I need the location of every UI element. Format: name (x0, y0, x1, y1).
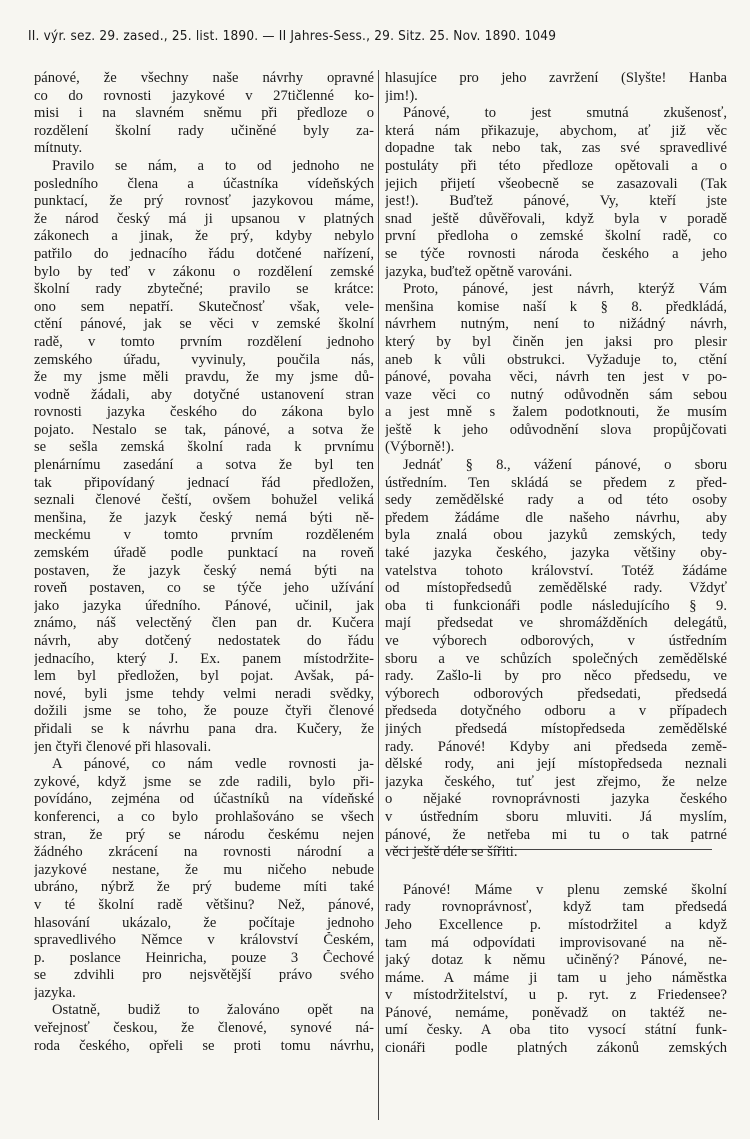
text-line: ctění pánové, jak se věci v zemské školní (34, 316, 374, 333)
text-line: zykové, když jsme se zde radili, bylo při- (34, 773, 374, 790)
text-line: bylo by teď v zákonu o rozdělení zemské (34, 263, 374, 280)
text-line: o nějaké rovnoprávnosti jazyka českého (385, 791, 727, 808)
text-line: jako jazyka úředního. Pánové, učinil, jak (34, 597, 374, 614)
text-line: dožili jsme se toho, že pouze čtyři členové (34, 703, 374, 720)
text-line: pánové, povaha věci, návrh ten jest v po- (385, 369, 727, 386)
text-line: zákonech a jinak, že prý, kdyby nebylo (34, 228, 374, 245)
text-line: která nám přikazuje, abychom, ať již věc (385, 122, 727, 139)
text-line: Pánové, nemáme, poněvadž on taktéž ne- (385, 1004, 727, 1021)
text-line: mají předsedat ve shromážděních delegátů, (385, 615, 727, 632)
left-column (34, 70, 374, 1055)
text-line: dopadne tak nebo tak, zas své spravedlivé (385, 140, 727, 157)
text-line: seznali členové čeští, ovšem bohužel veliká (34, 492, 374, 509)
text-line: se sešla zemská školní rada k prvnímu (34, 439, 374, 456)
text-line: sedy zemědělské rady a od této osoby (385, 492, 727, 509)
text-line: snad ještě důvěřovali, když byla v poradě (385, 210, 727, 227)
text-line: také jazyka českého, jazyka většiny oby- (385, 545, 727, 562)
text-line: zemského úřadu, vyvinuly, poučila nás, (34, 351, 374, 368)
text-line: postaven, že jazyk český nemá býti na (34, 562, 374, 579)
text-line: misi i na slavném sněmu při předloze o (34, 105, 374, 122)
text-line: ubráno, nýbrž že prý budeme míti také (34, 879, 374, 896)
text-line: konferenci, a co bylo prohlašováno se všech (34, 808, 374, 825)
text-line: tam má odpovídati improvisované na ně- (385, 934, 727, 951)
text-line: Pánové! Máme v plenu zemské školní (403, 881, 727, 898)
text-line: punktací, že prý rovnosť jazykovou máme, (34, 193, 374, 210)
text-line: návrh, aby dotčený nedostatek do řádu (34, 633, 374, 649)
page-header: II. výr. sez. 29. zased., 25. list. 1890. — II Jahres-Sess., 29. Sitz. 25. Nov. 1890. 1049 (28, 28, 557, 44)
text-line: veřejnosť českou, že členové, synové ná- (34, 1020, 374, 1037)
text-line: hlasování ukázalo, že počítaje jednoho (34, 914, 374, 931)
text-line: (Výborně!). (385, 439, 455, 456)
text-line: meckému v tomto prvním rozděleném (34, 527, 374, 544)
text-line: menšina komise naší k § 8. předkládá, (385, 298, 727, 315)
text-line: spravedlivého Němce v království Českém, (34, 932, 374, 949)
text-line: Pánové, to jest smutná zkušenosť, (403, 105, 727, 122)
text-line: A pánové, co nám vedle rovnosti ja- (52, 756, 374, 773)
text-line: jest!). Buďtež pánové, Vy, kteří jste (385, 193, 727, 210)
text-line: jazyka českého, tuť jest zřejmo, že nelze (385, 773, 727, 790)
text-line: patřilo do jednacího řádu dotčené nařízení, (34, 245, 374, 262)
text-line: jazyka, buďtež opětně varováni. (385, 263, 573, 280)
text-line: ještě k jeho odůvodnění slova propůjčovati (385, 421, 727, 438)
text-line: posledního člena a účastníka vídeňských (34, 175, 374, 192)
text-line: vatelstva tohoto království. Totéž žádáme (385, 562, 727, 579)
text-line: jazyka. (34, 984, 76, 1001)
text-line: máme. A máme ji tam u jeho náměstka (385, 969, 727, 986)
text-line: roveň postaven, co se týče jeho užívání (34, 580, 374, 597)
text-line: roda českého, opřeli se proti tomu návrhu, (34, 1037, 374, 1054)
text-line: sboru a ve schůzích společných zemědělské (385, 650, 727, 667)
text-line: dělské rody, ani její místopředseda neznali (385, 756, 727, 773)
right-column (385, 70, 727, 1058)
text-line: stran, že prý se národu českému nejen (34, 826, 374, 843)
text-line: lem byl předložen, byl pojat. Avšak, pá- (34, 668, 374, 685)
text-line: rady. Pánové! Kdyby ani předseda země- (385, 738, 727, 755)
text-line: co do rovnosti jazykové v 27tičlenné ko- (34, 87, 374, 104)
text-line: přidali se k návrhu pana dra. Kučery, že (34, 720, 374, 737)
text-line: v ústředním sboru mluviti. Já myslím, (385, 808, 727, 825)
text-line: byla znalá obou jazyků zemských, tedy (385, 527, 727, 544)
text-line: ústředním. Ten skládá se předem z před- (385, 474, 727, 491)
text-line: jiných předsedá místopředseda zemědělské (385, 720, 727, 737)
text-line: jednacího, který J. Ex. panem místodržite- (34, 650, 374, 667)
text-line: pojato. Nestalo se tak, pánové, a sotva že (34, 421, 374, 438)
text-line: se zdvihli pro nejsvětější právo svého (34, 967, 374, 984)
text-line: Jednáť § 8., vážení pánové, o sboru (403, 457, 727, 474)
text-line: předseda dotyčného odboru a v případech (385, 703, 727, 720)
text-line: jazykové nestane, že mu ničeho nebude (34, 861, 374, 878)
text-line: mítnuty. (34, 140, 83, 157)
text-line: postuláty při této předloze opětovali a o (385, 157, 727, 174)
text-line: zemském úřadě podle punktací na roveň (34, 545, 374, 562)
text-line: že národ český má ji upsanou v platných (34, 210, 374, 227)
text-line: se týče rovnosti národa českého a jeho (385, 245, 727, 262)
text-line: a jest mně s žalem podotknouti, že musím (385, 404, 727, 421)
text-line: povídáno, zejména od účastníků na vídeňské (34, 791, 374, 808)
text-line: Jeho Excellence p. místodržitel a když (385, 916, 727, 933)
text-line: vodně žádali, aby dotyčné ustanovení stran (34, 386, 374, 403)
text-line: nové, byli jsme tehdy velmi neradi svědky, (34, 685, 374, 702)
text-line: umí česky. A oba tito vysocí státní funk- (385, 1022, 727, 1039)
text-line: Proto, pánové, jest návrh, kterýž Vám (403, 281, 727, 298)
column-divider (378, 70, 379, 1120)
text-line: cionáři podle platných zákonů zemských (385, 1040, 727, 1057)
text-line: od místopředsedů zemědělské rady. Vždyť (385, 580, 727, 597)
text-line: rovnosti jazyka českého do zákona bylo (34, 404, 374, 421)
text-line: pánové, že všechny naše návrhy opravné (34, 70, 374, 86)
text-line: oba ti funkcionáři podle následujícího § 9. (385, 597, 727, 614)
text-line: věci ještě déle se šířiti. (385, 844, 518, 861)
text-line: rady rovnoprávnosť, když tam předsedá (385, 899, 727, 916)
text-line: plenárnímu zasedání a sotva že byl ten (34, 457, 374, 474)
text-line: jejich přijetí všeobecně se zasazovali (Tak (385, 175, 727, 192)
text-line: který by byl činěn jen jaksi pro plesir (385, 333, 727, 350)
text-line: hlasujíce pro jeho zavržení (Slyšte! Hanba (385, 70, 727, 86)
text-line: předem žádáme dle našeho návrhu, aby (385, 509, 727, 526)
text-line: p. poslance Heinricha, pouze 3 Čechové (34, 949, 374, 966)
text-line: rady. Zašlo-li by pro něco předsedu, ve (385, 668, 727, 685)
text-line: menšina, že jazyk český nemá býti ně- (34, 509, 374, 526)
text-line: aneb k vůli obstrukci. Vyžaduje to, ctění (385, 351, 727, 368)
text-line: výborech odborových předsedati, předsedá (385, 685, 727, 702)
text-line: pánové, že netřeba mi tu o tak patrné (385, 826, 727, 843)
text-line: tak připovídaný jednací řád předložen, (34, 474, 374, 491)
text-line: ve výborech odborových, v ústředním (385, 633, 727, 649)
text-line: známo, náš velectěný člen pan dr. Kučera (34, 615, 374, 632)
text-line: první předloha o zemské školní radě, co (385, 228, 727, 245)
text-line: v místodržitelství, u p. ryt. z Friedensee? (385, 987, 727, 1004)
text-line: Pravilo se nám, a to od jednoho ne (52, 157, 374, 174)
paragraph-gap (385, 862, 727, 882)
text-line: Ostatně, budiž to žalováno opět na (52, 1002, 374, 1019)
text-line: jaký dotaz k němu učiněný? Pánové, ne- (385, 952, 727, 969)
text-line: jen čtyři členové při hlasovali. (34, 738, 212, 755)
text-line: vaze věci co nutný odůvodněn sám sebou (385, 386, 727, 403)
text-line: rozdělení školní rady učiněné byly za- (34, 122, 374, 139)
text-line: jim!). (385, 87, 418, 104)
text-line: že my jsme měli pravdu, že my jsme dů- (34, 369, 374, 386)
text-line: radě, v tomto prvním rozdělení jednoho (34, 333, 374, 350)
text-line: návrhem nutným, není to nižádný návrh, (385, 316, 727, 333)
text-line: ono sem nepatří. Skutečnosť však, vele- (34, 298, 374, 315)
text-line: v té školní radě většinu? Než, pánové, (34, 896, 374, 913)
text-line: školní rady zbytečné; pravilo se krátce: (34, 281, 374, 298)
text-line: žádného zkrácení na rovnosti národní a (34, 844, 374, 861)
